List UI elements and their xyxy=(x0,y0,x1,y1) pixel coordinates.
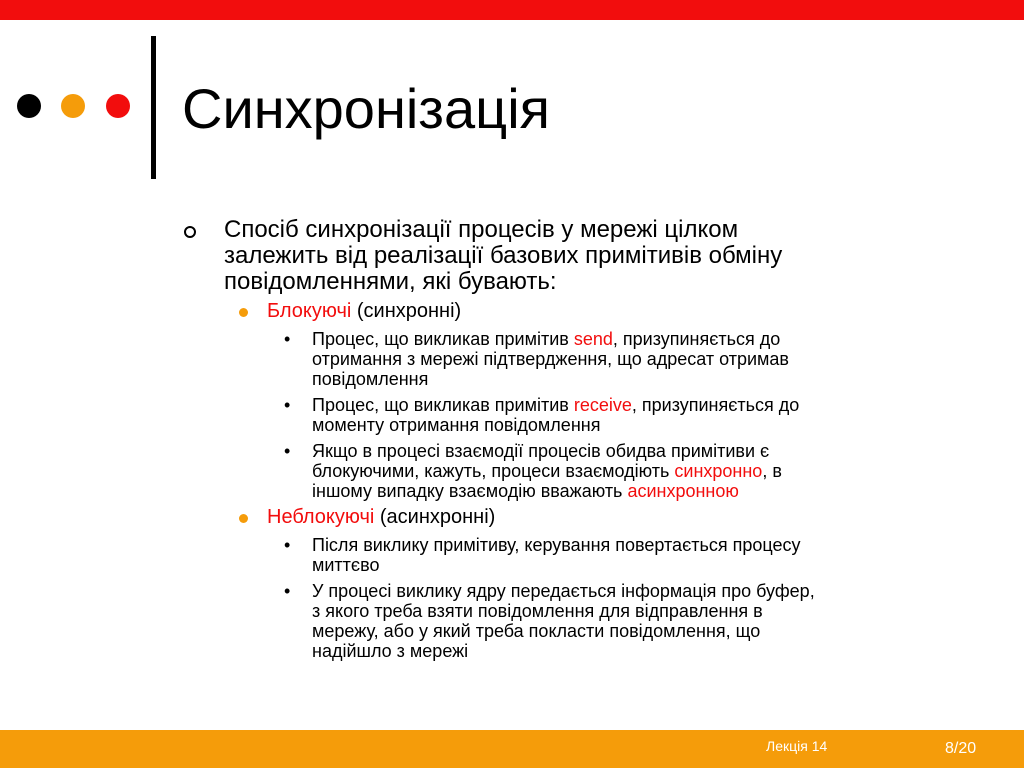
sync-keyword: синхронно xyxy=(674,461,763,481)
black-dot-icon xyxy=(17,94,41,118)
item-text: миттєво xyxy=(312,555,380,575)
item-text: іншому випадку взаємодію вважають xyxy=(312,481,628,501)
orange-bullet-icon xyxy=(239,514,248,523)
item-text: Якщо в процесі взаємодії процесів обидва примітиви є xyxy=(312,441,770,461)
blocking-term: Блокуючі xyxy=(267,300,352,322)
item-text: мережу, або у який треба покласти повідомлення, що xyxy=(312,621,761,641)
orange-bullet-icon xyxy=(239,308,248,317)
blocking-item-send xyxy=(182,329,972,389)
async-keyword: асинхронною xyxy=(627,481,739,501)
receive-keyword: receive xyxy=(573,395,632,415)
bullet-dot-icon: • xyxy=(284,535,291,555)
item-text: з якого треба взяти повідомлення для відправлення в xyxy=(312,601,763,621)
intro-line: Спосіб синхронізації процесів у мережі цілком xyxy=(224,216,739,243)
slide-content xyxy=(182,217,972,661)
item-text: , призупиняється до xyxy=(612,329,781,349)
top-accent-bar xyxy=(0,0,1024,20)
red-dot-icon xyxy=(106,94,130,118)
blocking-bullet xyxy=(182,299,972,323)
item-text: Процес, що викликав примітив xyxy=(312,395,574,415)
item-text: , призупиняється до xyxy=(631,395,800,415)
bullet-dot-icon: • xyxy=(284,441,291,461)
footer-bar xyxy=(0,730,1024,768)
item-text: У процесі виклику ядру передається інформація про буфер, xyxy=(312,581,815,601)
blocking-qualifier: (синхронні) xyxy=(351,300,462,322)
item-text: повідомлення xyxy=(312,369,429,389)
item-text: моменту отримання повідомлення xyxy=(312,415,601,435)
blocking-item-receive xyxy=(182,395,972,435)
blocking-item-sync xyxy=(182,441,972,501)
footer-lecture-label: Лекція 14 xyxy=(766,738,828,754)
nonblocking-bullet xyxy=(182,505,972,529)
nonblocking-item-return xyxy=(182,535,972,575)
intro-bullet xyxy=(182,217,972,295)
orange-dot-icon xyxy=(61,94,85,118)
slide-title: Синхронізація xyxy=(182,77,550,140)
send-keyword: send xyxy=(573,329,613,349)
nonblocking-term: Неблокуючі xyxy=(267,506,375,528)
bullet-dot-icon: • xyxy=(284,329,291,349)
item-text: блокуючими, кажуть, процеси взаємодіють xyxy=(312,461,675,481)
hollow-circle-bullet-icon xyxy=(184,226,196,238)
item-text: Після виклику примітиву, керування повертається процесу xyxy=(312,535,801,555)
item-text: Процес, що викликав примітив xyxy=(312,329,574,349)
footer-page-number: 8/20 xyxy=(945,740,977,757)
item-text: отримання з мережі підтвердження, що адресат отримав xyxy=(312,349,789,369)
nonblocking-qualifier: (асинхронні) xyxy=(374,506,496,528)
item-text: , в xyxy=(762,461,782,481)
bullet-dot-icon: • xyxy=(284,581,291,601)
intro-line: повідомленнями, які бувають: xyxy=(224,268,557,295)
nonblocking-item-buffer xyxy=(182,581,972,661)
intro-line: залежить від реалізації базових примітивів обміну xyxy=(224,242,783,269)
title-divider xyxy=(151,36,156,179)
bullet-dot-icon: • xyxy=(284,395,291,415)
item-text: надійшло з мережі xyxy=(312,641,469,661)
